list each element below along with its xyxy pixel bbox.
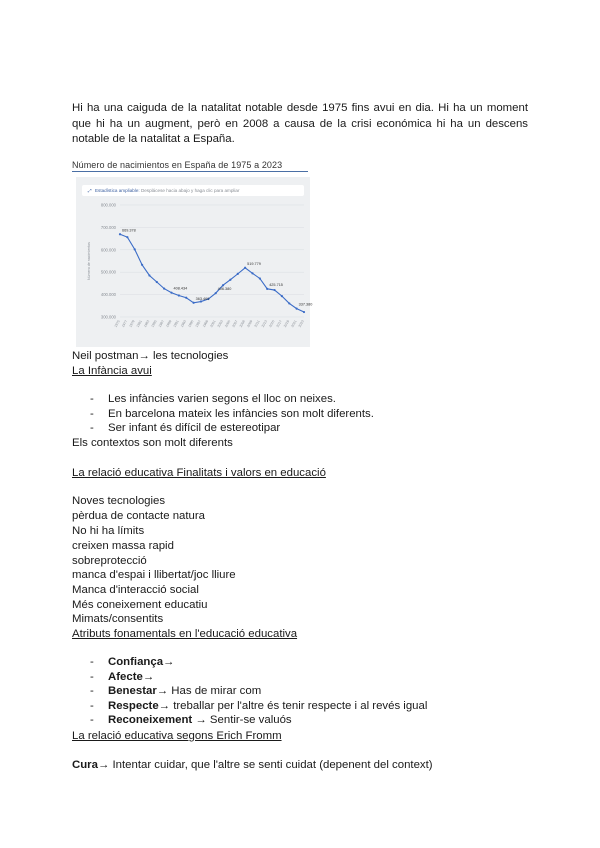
x-tick-label: 2011: [253, 319, 261, 328]
valor-item: manca d'espai i llibertat/joc lliure: [72, 569, 236, 581]
atribut-item: [108, 714, 292, 726]
data-point: [266, 288, 268, 290]
y-tick-label: 300.000: [100, 314, 116, 320]
atribut-term: Respecte→: [108, 700, 171, 712]
atribut-item: [108, 685, 261, 697]
infancia-item: Les infàncies varien segons el lloc on neixes.: [108, 393, 336, 405]
atribut-item: [108, 656, 174, 668]
data-point: [259, 277, 261, 279]
x-tick-label: 2015: [268, 319, 276, 329]
contextos-line: Els contextos son molt diferents: [72, 437, 233, 449]
data-point: [163, 288, 165, 290]
data-label: 363.469: [195, 296, 210, 301]
atribut-term: Afecte→: [108, 671, 155, 683]
stat-label: Estadística ampliable:: [94, 188, 140, 193]
data-point: [273, 289, 275, 291]
x-tick-label: 1995: [187, 319, 195, 329]
x-tick-label: 1993: [179, 319, 188, 329]
postman-line: Neil postman→ les tecnologies: [72, 350, 229, 362]
valor-item: Manca d'interacció social: [72, 584, 199, 596]
valor-item: Noves tecnologies: [72, 495, 166, 507]
x-tick-label: 1985: [150, 319, 158, 329]
data-label: 337.380: [298, 302, 313, 307]
atribut-term: Confiança→: [108, 656, 175, 668]
data-point: [185, 297, 187, 299]
x-tick-label: 2021: [290, 319, 298, 329]
valor-item: Mimats/consentits: [72, 613, 164, 625]
x-tick-label: 1975: [113, 319, 121, 329]
data-point: [156, 281, 158, 283]
infancia-item: Ser infant és difícil de estereotipar: [108, 422, 281, 434]
data-point: [296, 308, 298, 310]
atribut-desc: treballar per l'altre és tenir respecte i al revés igual: [170, 700, 428, 712]
valor-item: sobreprotecció: [72, 555, 147, 567]
data-point: [126, 236, 128, 238]
valor-item: creixen massa rapid: [72, 540, 174, 552]
x-tick-label: 2009: [246, 319, 254, 329]
atribut-item: [108, 671, 154, 683]
cura-desc: → Intentar cuidar, que l'altre se senti cuidat (depenent del context): [97, 759, 433, 771]
x-tick-label: 1981: [135, 319, 143, 329]
relacio-heading: La relació educativa Finalitats i valors en educació: [72, 467, 326, 479]
x-tick-label: 2017: [275, 319, 283, 329]
atributs-heading: Atributs fonamentals en l'educació educativa: [72, 628, 298, 640]
x-tick-label: 1997: [194, 319, 202, 329]
data-point: [281, 295, 283, 297]
y-tick-label: 400.000: [100, 292, 116, 298]
bullet-dash: -: [90, 393, 94, 405]
valor-item: pèrdua de contacte natura: [72, 510, 205, 522]
bullet-dash: -: [90, 422, 94, 434]
bullet-dash: -: [90, 656, 94, 668]
bullet-dash: -: [90, 408, 94, 420]
x-tick-label: 2023: [297, 319, 305, 329]
data-point: [119, 233, 121, 235]
y-tick-label: 500.000: [100, 269, 116, 275]
bullet-dash: -: [90, 714, 94, 726]
data-point: [237, 273, 239, 275]
y-tick-label: 600.000: [100, 247, 116, 253]
atribut-term: Reconeixement: [108, 714, 193, 726]
births-figure: [72, 160, 313, 348]
x-tick-label: 2013: [260, 319, 269, 329]
bullet-dash: -: [90, 685, 94, 697]
figure-title: Número de nacimientos en España de 1975 a 2023: [72, 160, 308, 172]
data-point: [141, 264, 143, 266]
data-label: 669.378: [122, 228, 136, 233]
x-tick-label: 2001: [209, 319, 217, 329]
atribut-term: Benestar→: [108, 685, 169, 697]
x-tick-label: 1983: [143, 319, 151, 329]
expand-icon: ⤢: [88, 188, 92, 193]
data-label: 519.779: [247, 261, 261, 266]
valor-item: Més coneixement educatiu: [72, 599, 208, 611]
atribut-desc: → Sentir-se valuós: [192, 714, 292, 726]
x-tick-label: 1991: [172, 319, 180, 329]
expandable-stat-bar[interactable]: [82, 185, 304, 196]
data-point: [170, 292, 172, 294]
x-tick-label: 2005: [224, 319, 232, 329]
y-axis-label: Número de nacimientos: [87, 242, 91, 280]
x-tick-label: 1979: [128, 319, 136, 329]
cura-term: Cura: [72, 759, 98, 771]
x-tick-label: 1999: [201, 319, 210, 329]
data-point: [222, 284, 224, 286]
cura-line: [72, 758, 433, 772]
data-point: [178, 294, 180, 296]
data-point: [244, 267, 246, 269]
x-tick-label: 2008: [238, 319, 246, 329]
data-label: 425.715: [269, 282, 283, 287]
data-point: [215, 292, 217, 294]
atribut-desc: Has de mirar com: [168, 685, 262, 697]
bullet-dash: -: [90, 671, 94, 683]
stat-sublabel: Desplácese hacia abajo y haga clic para ampliar: [140, 188, 240, 193]
x-tick-label: 2003: [216, 319, 224, 329]
bullet-dash: -: [90, 700, 94, 712]
x-tick-label: 1989: [165, 319, 173, 329]
data-point: [134, 248, 136, 250]
infancia-item: En barcelona mateix les infàncies son molt diferents.: [108, 408, 374, 420]
atribut-item: [108, 700, 427, 712]
x-tick-label: 2007: [231, 319, 239, 329]
x-tick-label: 1987: [157, 319, 166, 329]
births-line-chart: [76, 199, 313, 347]
infancia-heading: La Infància avui: [72, 365, 152, 377]
x-tick-label: 2019: [282, 319, 291, 329]
data-label: 408.434: [173, 286, 188, 291]
intro-paragraph: Hi ha una caiguda de la natalitat notable desde 1975 fins avui en dia. Hi ha un moment que hi ha un augment, però en 2008 a causa de la crisi económica hi ha un descens notable de la natalitat a España.: [72, 102, 528, 145]
fromm-heading: La relació educativa segons Erich Fromm: [72, 730, 282, 742]
data-point: [148, 274, 150, 276]
data-point: [229, 279, 231, 281]
y-tick-label: 800.000: [100, 202, 116, 208]
data-point: [303, 311, 305, 313]
data-point: [251, 272, 253, 274]
y-tick-label: 700.000: [100, 224, 116, 230]
data-label: 406.380: [217, 287, 232, 292]
series-line: [120, 234, 304, 312]
data-point: [288, 302, 290, 304]
valor-item: No hi ha límits: [72, 525, 145, 537]
figure-panel: [76, 177, 313, 347]
x-tick-label: 1977: [120, 319, 129, 329]
data-point: [193, 302, 195, 304]
